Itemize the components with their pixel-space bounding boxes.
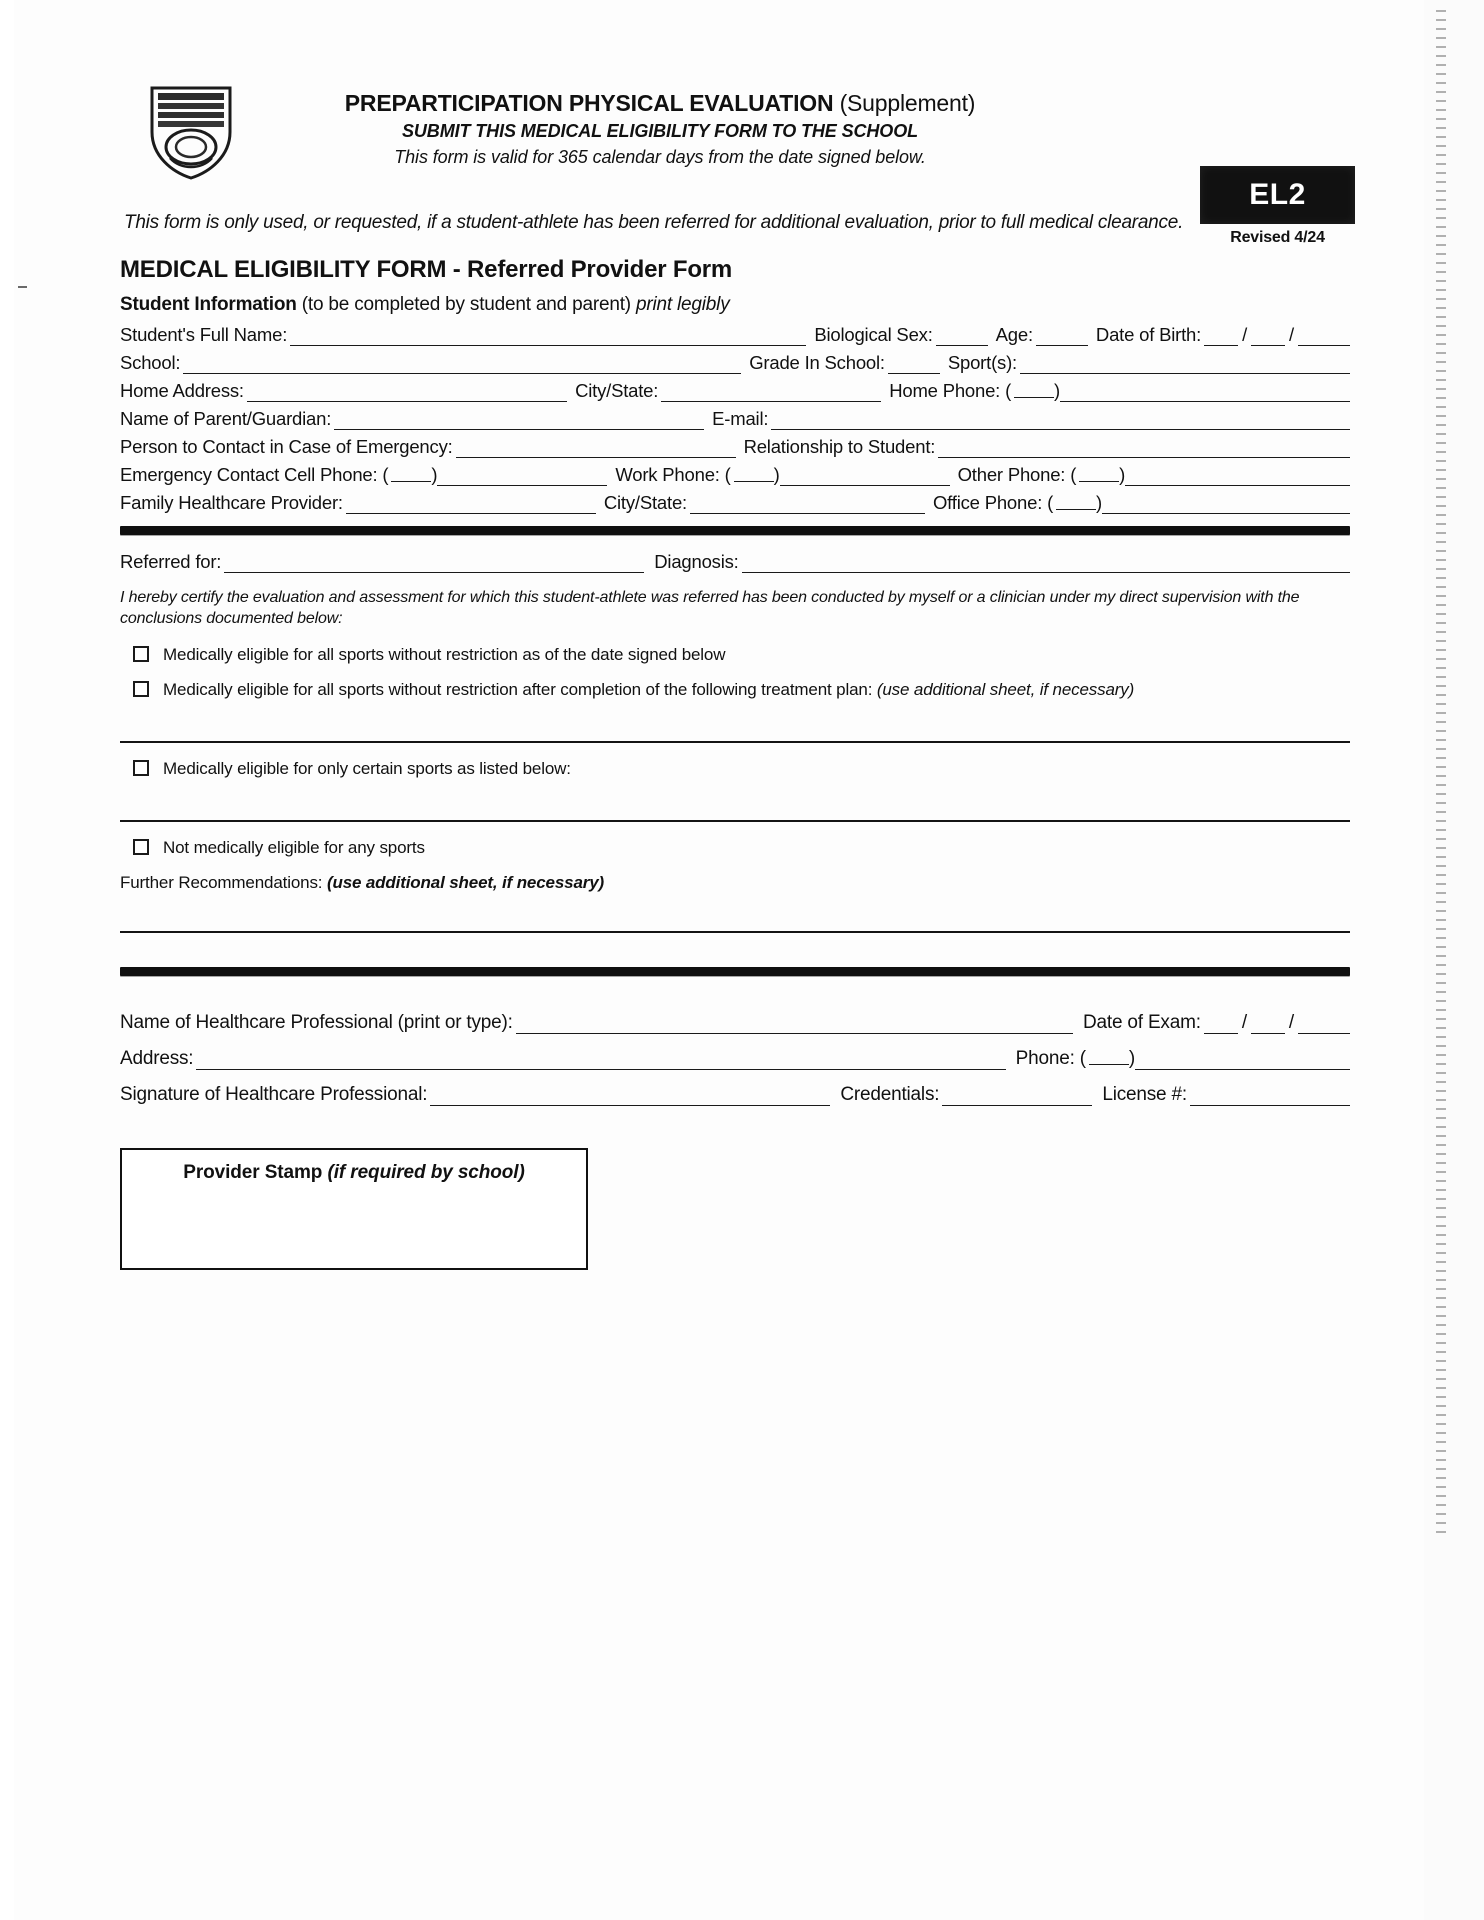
form-code-badge-wrapper: [1200, 166, 1355, 247]
provider-stamp-label-italic: (if required by school): [327, 1162, 525, 1183]
page-title: MEDICAL ELIGIBILITY FORM - Referred Provider Form: [120, 256, 733, 283]
input-emergency-contact[interactable]: [456, 439, 736, 458]
provider-stamp-box[interactable]: [120, 1148, 588, 1270]
checkbox-icon[interactable]: [133, 839, 149, 855]
input-dob-year[interactable]: [1298, 327, 1350, 346]
further-recommendations-label: Further Recommendations:: [120, 873, 327, 892]
label-age: Age:: [995, 324, 1033, 345]
provider-phone-paren-close: ): [1128, 1048, 1135, 1069]
field-row-home-address: [120, 374, 1350, 402]
revision-note: Revised 4/24: [1230, 229, 1325, 246]
provider-stamp-label-bold: Provider Stamp: [183, 1162, 328, 1183]
label-date-of-birth: Date of Birth:: [1095, 324, 1202, 345]
input-other-phone-area[interactable]: [1079, 464, 1119, 486]
office-phone-paren-close: ): [1096, 492, 1103, 513]
label-family-provider: Family Healthcare Provider:: [120, 492, 343, 513]
label-referred-for: Referred for:: [120, 551, 222, 572]
input-age[interactable]: [1036, 327, 1088, 346]
input-dob-month[interactable]: [1204, 327, 1238, 346]
input-email[interactable]: [771, 411, 1350, 430]
input-dob-day[interactable]: [1251, 327, 1285, 346]
label-diagnosis: Diagnosis:: [654, 551, 739, 572]
field-row-emergency-phones: [120, 458, 1350, 486]
student-information-heading-normal: (to be completed by student and parent): [296, 294, 636, 315]
input-provider-address[interactable]: [196, 1051, 1005, 1070]
eligibility-option-3-text: Medically eligible for only certain sports as listed below:: [163, 759, 571, 778]
label-home-address: Home Address:: [120, 380, 244, 401]
field-row-student-name: [120, 318, 1350, 346]
dob-slash-1: /: [1242, 324, 1248, 345]
label-credentials: Credentials:: [840, 1084, 940, 1105]
eligibility-option-4-label: [163, 838, 425, 857]
input-family-provider[interactable]: [346, 495, 596, 514]
exam-slash-2: /: [1288, 1012, 1294, 1033]
form-code-badge: EL2: [1200, 166, 1355, 224]
label-school: School:: [120, 352, 181, 373]
further-recommendations-heading: [120, 873, 1484, 893]
input-biological-sex[interactable]: [936, 327, 988, 346]
eligibility-option-1-text: Medically eligible for all sports without restriction as of the date signed below: [163, 645, 726, 664]
provider-stamp-label: [122, 1162, 586, 1184]
work-phone-paren-close: ): [773, 464, 780, 485]
eligibility-option-1[interactable]: [120, 645, 1484, 664]
label-provider-address: Address:: [120, 1048, 194, 1069]
input-other-phone-number[interactable]: [1125, 467, 1350, 486]
input-license[interactable]: [1190, 1087, 1350, 1106]
input-school[interactable]: [183, 355, 741, 374]
input-city-state-provider[interactable]: [690, 495, 925, 514]
section-divider-provider: [120, 967, 1350, 976]
field-row-provider-signature: [120, 1070, 1350, 1106]
field-row-provider-address: [120, 1034, 1350, 1070]
form-title: [330, 90, 990, 117]
label-parent-guardian: Name of Parent/Guardian:: [120, 408, 332, 429]
label-office-phone: Office Phone: (: [932, 492, 1054, 513]
label-license: License #:: [1102, 1084, 1187, 1105]
label-home-phone: Home Phone: (: [889, 380, 1012, 401]
eligibility-option-3[interactable]: [120, 759, 1484, 778]
input-home-address[interactable]: [247, 383, 567, 402]
treatment-plan-write-line[interactable]: [120, 741, 1350, 743]
eligibility-option-2-label: [163, 680, 1134, 699]
field-row-school: [120, 346, 1350, 374]
provider-signature-fields: [120, 998, 1350, 1106]
input-referred-for[interactable]: [224, 554, 644, 573]
eligibility-option-3-label: [163, 759, 571, 778]
input-provider-signature[interactable]: [430, 1087, 830, 1106]
label-grade-in-school: Grade In School:: [749, 352, 885, 373]
student-information-fields: [120, 318, 1350, 514]
referral-fields: [120, 545, 1350, 573]
input-emergency-cell-area[interactable]: [391, 464, 431, 486]
label-provider-signature: Signature of Healthcare Professional:: [120, 1084, 428, 1105]
input-work-phone-area[interactable]: [734, 464, 774, 486]
intro-statement: This form is only used, or requested, if a student-athlete has been referred for additional evaluation, prior to full medical clearance.: [124, 212, 1184, 233]
label-biological-sex: Biological Sex:: [814, 324, 933, 345]
certification-statement: I hereby certify the evaluation and assessment for which this student-athlete was referred has been conducted by myself or a clinician under my direct supervision with the conclusions documented below:: [120, 589, 1300, 627]
input-diagnosis[interactable]: [742, 554, 1350, 573]
checkbox-icon[interactable]: [133, 646, 149, 662]
label-city-state-provider: City/State:: [603, 492, 687, 513]
field-row-parent-guardian: [120, 402, 1350, 430]
school-crest-icon: [148, 84, 234, 180]
input-provider-name[interactable]: [516, 1015, 1073, 1034]
field-row-family-provider: [120, 486, 1350, 514]
input-exam-month[interactable]: [1204, 1015, 1238, 1034]
header-titles: [330, 90, 990, 168]
further-recommendations-note: (use additional sheet, if necessary): [326, 873, 605, 892]
label-emergency-contact: Person to Contact in Case of Emergency:: [120, 436, 453, 457]
student-information-heading: [120, 294, 1484, 316]
label-work-phone: Work Phone: (: [615, 464, 731, 485]
input-grade-in-school[interactable]: [888, 355, 940, 374]
home-phone-paren-close: ): [1054, 380, 1060, 401]
input-home-phone-area[interactable]: [1014, 380, 1054, 402]
label-city-state-home: City/State:: [575, 380, 659, 401]
dob-slash-2: /: [1289, 324, 1294, 345]
form-title-text: PREPARTICIPATION PHYSICAL EVALUATION: [344, 90, 834, 116]
student-information-heading-bold: Student Information: [120, 294, 297, 315]
other-phone-paren-close: ): [1119, 464, 1126, 485]
label-date-of-exam: Date of Exam:: [1083, 1012, 1201, 1033]
label-provider-phone: Phone: (: [1015, 1048, 1086, 1069]
field-row-provider-name: [120, 998, 1350, 1034]
input-provider-phone-number[interactable]: [1135, 1051, 1350, 1070]
eligibility-option-1-label: [163, 645, 725, 664]
input-office-phone-area[interactable]: [1056, 492, 1096, 514]
input-work-phone-number[interactable]: [780, 467, 950, 486]
label-emergency-cell: Emergency Contact Cell Phone: (: [120, 464, 389, 485]
certain-sports-write-line[interactable]: [120, 820, 1350, 822]
eligibility-option-4-text: Not medically eligible for any sports: [163, 838, 425, 857]
field-row-referral: [120, 545, 1350, 573]
form-subtitle-1: SUBMIT THIS MEDICAL ELIGIBILITY FORM TO THE SCHOOL: [401, 121, 918, 141]
checkbox-icon[interactable]: [133, 760, 149, 776]
input-office-phone-number[interactable]: [1102, 495, 1350, 514]
label-sports: Sport(s):: [947, 352, 1017, 373]
student-information-heading-italic: print legibly: [635, 294, 730, 315]
eligibility-option-2-text: Medically eligible for all sports without restriction after completion of the following treatment plan:: [163, 680, 877, 699]
label-relationship: Relationship to Student:: [743, 436, 936, 457]
input-relationship[interactable]: [938, 439, 1350, 458]
label-email: E-mail:: [712, 408, 769, 429]
further-recommendations-write-line[interactable]: [120, 931, 1350, 933]
eligibility-option-2-note: (use additional sheet, if necessary): [876, 680, 1135, 699]
eligibility-option-2[interactable]: [120, 680, 1484, 699]
input-exam-year[interactable]: [1298, 1015, 1350, 1034]
input-emergency-cell-number[interactable]: [437, 467, 607, 486]
input-parent-guardian[interactable]: [334, 411, 704, 430]
exam-slash-1: /: [1241, 1012, 1247, 1033]
input-student-name[interactable]: [290, 327, 806, 346]
section-divider-referral: [120, 526, 1350, 535]
label-student-name: Student's Full Name:: [120, 324, 288, 345]
eligibility-option-4[interactable]: [120, 838, 1484, 857]
input-exam-day[interactable]: [1251, 1015, 1285, 1034]
input-provider-phone-area[interactable]: [1089, 1048, 1129, 1070]
input-city-state-home[interactable]: [661, 383, 881, 402]
label-provider-name: Name of Healthcare Professional (print or type):: [120, 1012, 513, 1033]
label-other-phone: Other Phone: (: [957, 464, 1077, 485]
checkbox-icon[interactable]: [133, 681, 149, 697]
form-subtitle-2: This form is valid for 365 calendar days from the date signed below.: [394, 147, 926, 167]
input-sports[interactable]: [1020, 355, 1350, 374]
field-row-emergency-contact: [120, 430, 1350, 458]
input-home-phone-number[interactable]: [1060, 383, 1350, 402]
input-credentials[interactable]: [942, 1087, 1092, 1106]
form-title-suffix: (Supplement): [833, 90, 976, 116]
emergency-cell-paren-close: ): [431, 464, 438, 485]
